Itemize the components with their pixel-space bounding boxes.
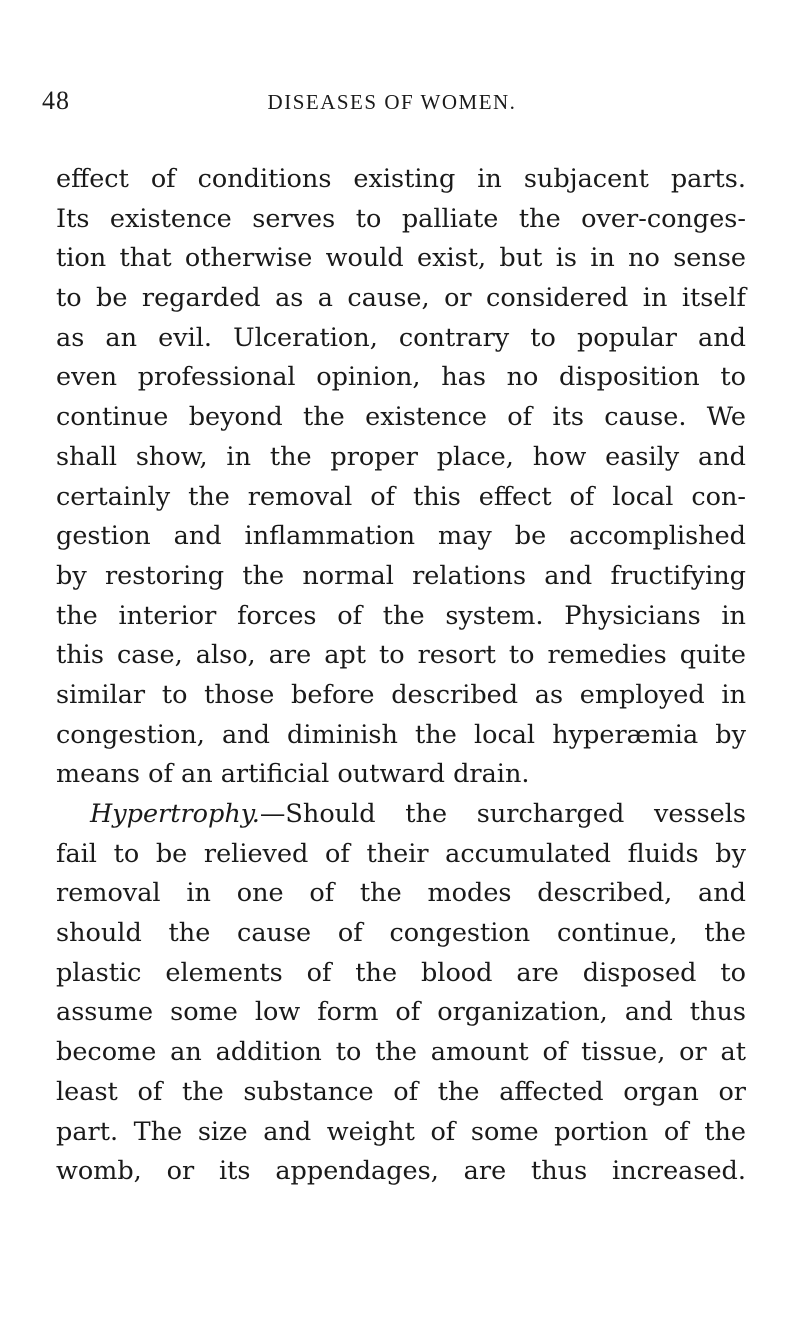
page-number: 48 (42, 86, 70, 115)
section-first-line (56, 795, 746, 835)
text-line: effect of conditions existing in subjacent parts. (56, 164, 746, 194)
section-first-line-text: —Should the surcharged vessels (259, 799, 746, 829)
text-line: congestion, and diminish the local hyperæmia by (56, 719, 746, 750)
text-line: by restoring the normal relations and fructifying (56, 560, 746, 591)
text-line: continue beyond the existence of its cause. We (56, 402, 746, 433)
text-line: this case, also, are apt to resort to remedies quite (56, 640, 746, 671)
text-line: assume some low form of organization, and thus (56, 997, 746, 1028)
text-line: gestion and inflammation may be accomplished (56, 521, 746, 552)
text-line: part. The size and weight of some portion of the (56, 1116, 746, 1147)
text-line: plastic elements of the blood are disposed to (56, 957, 746, 988)
section-heading: Hypertrophy. (90, 799, 260, 829)
text-line: become an addition to the amount of tissue, or at (56, 1037, 746, 1068)
text-line: certainly the removal of this effect of local con- (56, 481, 746, 512)
text-line: removal in one of the modes described, and (56, 878, 746, 909)
text-line: the interior forces of the system. Physicians in (56, 600, 746, 631)
running-head: DISEASES OF WOMEN. (267, 90, 517, 114)
text-line: similar to those before described as employed in (56, 679, 746, 710)
text-line: means of an artificial outward drain. (56, 759, 530, 790)
text-line: Its existence serves to palliate the over-conges- (56, 203, 746, 234)
text-line: even professional opinion, has no disposition to (56, 362, 746, 393)
text-line: shall show, in the proper place, how easily and (56, 441, 746, 472)
text-line: tion that otherwise would exist, but is in no sense (56, 243, 746, 274)
text-line: womb, or its appendages, are thus increased. (56, 1156, 746, 1187)
text-line: least of the substance of the affected organ or (56, 1076, 746, 1107)
text-line: to be regarded as a cause, or considered in itself (56, 283, 746, 314)
text-line: should the cause of congestion continue, the (56, 918, 746, 949)
text-line: fail to be relieved of their accumulated fluids by (56, 838, 746, 869)
page-header (42, 86, 742, 126)
body-text (56, 160, 746, 1192)
text-line: as an evil. Ulceration, contrary to popular and (56, 322, 746, 353)
